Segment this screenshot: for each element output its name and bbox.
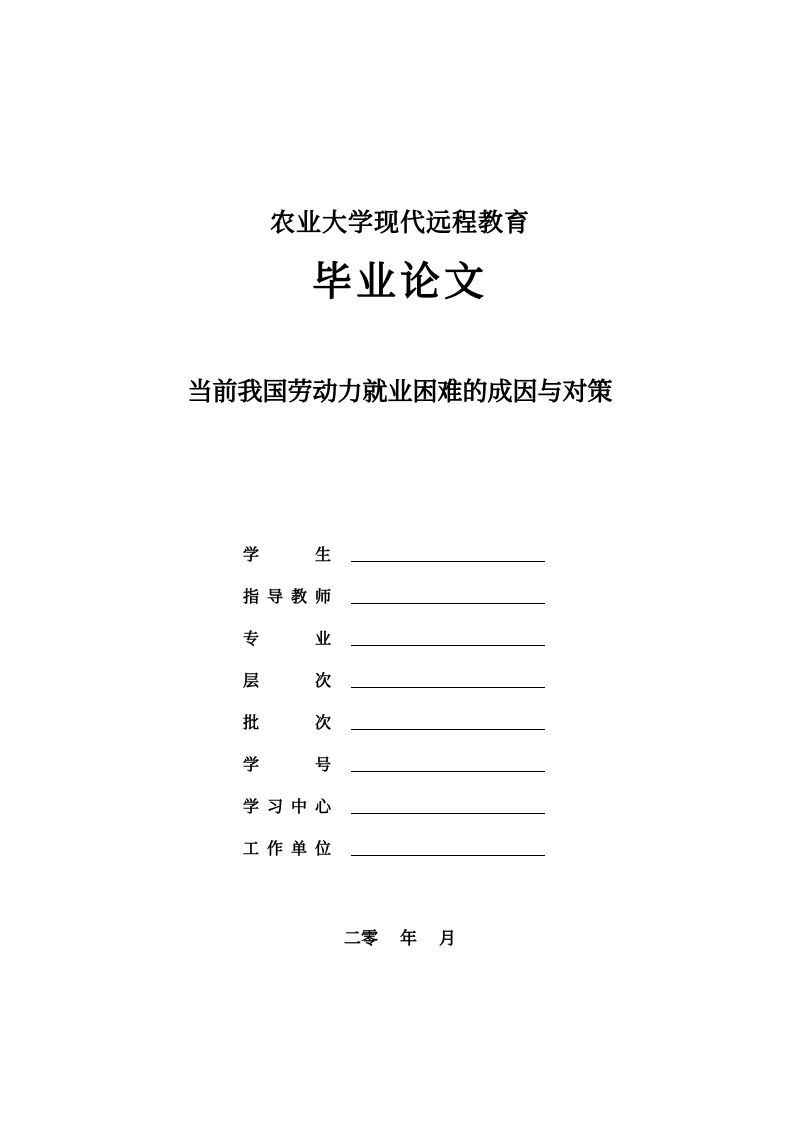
document-type-heading: 毕业论文 xyxy=(312,259,488,305)
field-line-student-id[interactable] xyxy=(351,771,545,772)
field-label-student: 学 生 xyxy=(243,545,331,564)
field-student xyxy=(243,540,553,582)
field-line-learning-center[interactable] xyxy=(351,813,545,814)
date-year-suffix: 年 xyxy=(400,929,417,949)
field-line-student[interactable] xyxy=(351,561,545,562)
field-advisor xyxy=(243,582,553,624)
field-work-unit xyxy=(243,834,553,876)
date-year-prefix: 二零 xyxy=(344,929,378,949)
field-label-learning-center: 学习中心 xyxy=(243,797,331,816)
field-label-student-id: 学 号 xyxy=(243,755,331,774)
field-label-advisor: 指导教师 xyxy=(243,587,331,606)
field-line-level[interactable] xyxy=(351,687,545,688)
student-info-form xyxy=(243,540,553,876)
field-label-level: 层 次 xyxy=(243,671,331,690)
field-major xyxy=(243,624,553,666)
field-label-work-unit: 工作单位 xyxy=(243,839,331,858)
field-line-work-unit[interactable] xyxy=(351,855,545,856)
field-line-advisor[interactable] xyxy=(351,603,545,604)
field-label-batch: 批 次 xyxy=(243,713,331,732)
institution-name: 农业大学现代远程教育 xyxy=(269,208,530,237)
field-student-id xyxy=(243,750,553,792)
field-label-major: 专 业 xyxy=(243,629,331,648)
thesis-title: 当前我国劳动力就业困难的成因与对策 xyxy=(187,377,613,406)
field-learning-center xyxy=(243,792,553,834)
date-line xyxy=(0,924,800,949)
field-line-major[interactable] xyxy=(351,645,545,646)
field-batch xyxy=(243,708,553,750)
field-line-batch[interactable] xyxy=(351,729,545,730)
field-level xyxy=(243,666,553,708)
date-month-suffix: 月 xyxy=(439,929,456,949)
